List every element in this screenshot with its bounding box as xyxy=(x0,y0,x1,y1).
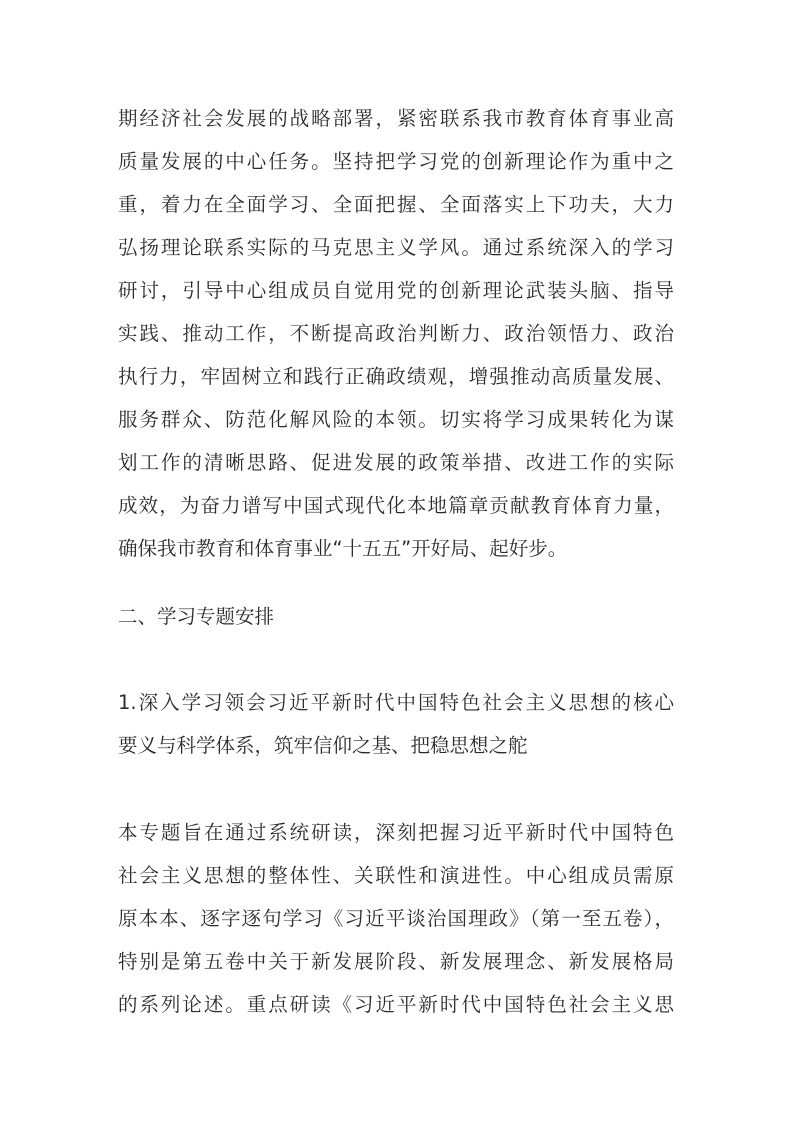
text-line: 划工作的清晰思路、促进发展的政策举措、改进工作的实际 xyxy=(118,451,674,474)
text-line: 要义与科学体系，筑牢信仰之基、把稳思想之舵 xyxy=(118,734,528,757)
paragraph-1 xyxy=(118,97,674,570)
section-heading-text: 二、学习专题安排 xyxy=(118,605,275,628)
text-line: 重，着力在全面学习、全面把握、全面落实上下功夫，大力 xyxy=(118,193,674,216)
text-line: 弘扬理论联系实际的马克思主义学风。通过系统深入的学习 xyxy=(118,236,674,259)
text-line: 实践、推动工作，不断提高政治判断力、政治领悟力、政治 xyxy=(118,322,674,345)
text-line: 服务群众、防范化解风险的本领。切实将学习成果转化为谋 xyxy=(118,408,674,431)
text-line: 1.深入学习领会习近平新时代中国特色社会主义思想的核心 xyxy=(118,691,674,714)
text-line: 执行力，牢固树立和践行正确政绩观，增强推动高质量发展、 xyxy=(118,365,674,388)
text-line: 社会主义思想的整体性、关联性和演进性。中心组成员需原 xyxy=(118,864,674,887)
text-line: 研讨，引导中心组成员自觉用党的创新理论武装头脑、指导 xyxy=(118,279,674,302)
text-line: 特别是第五卷中关于新发展阶段、新发展理念、新发展格局 xyxy=(118,950,674,973)
text-line: 本专题旨在通过系统研读，深刻把握习近平新时代中国特色 xyxy=(118,821,674,844)
text-line: 的系列论述。重点研读《习近平新时代中国特色社会主义思 xyxy=(118,993,674,1016)
section-heading xyxy=(118,595,674,638)
topic-1-heading xyxy=(118,681,674,767)
text-line: 期经济社会发展的战略部署，紧密联系我市教育体育事业高 xyxy=(118,107,674,130)
paragraph-2 xyxy=(118,811,674,1026)
text-line: 质量发展的中心任务。坚持把学习党的创新理论作为重中之 xyxy=(118,150,674,173)
text-line: 确保我市教育和体育事业“十五五”开好局、起好步。 xyxy=(118,537,568,560)
text-line: 原本本、逐字逐句学习《习近平谈治国理政》（第一至五卷）， xyxy=(118,907,674,930)
text-line: 成效，为奋力谱写中国式现代化本地篇章贡献教育体育力量， xyxy=(118,494,674,517)
